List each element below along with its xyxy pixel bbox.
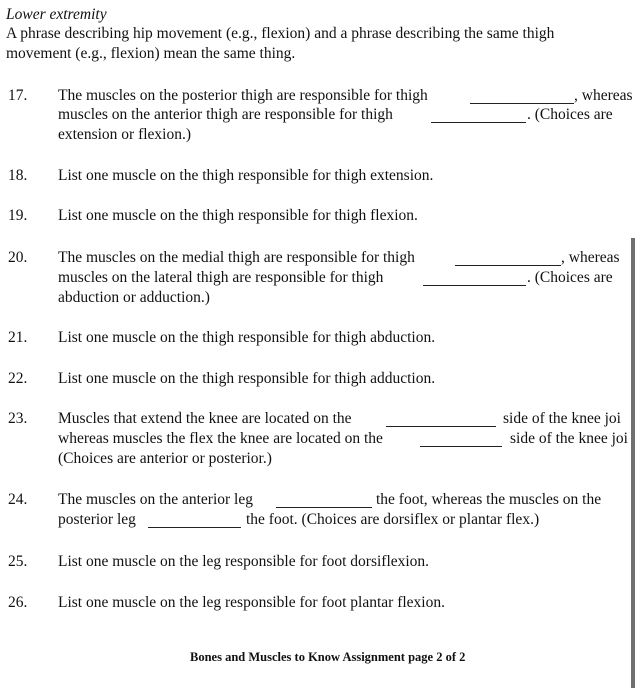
question-21-number: 21. [8,329,28,346]
question-26-text: List one muscle on the leg responsible for foot plantar flexion. [58,594,445,611]
question-20-line-1-end: , whereas [561,249,620,266]
question-24-line-1-end: the foot, whereas the muscles on the [376,491,602,508]
question-18-number: 18. [8,167,28,184]
answer-blank-24b[interactable] [148,527,241,528]
question-21-text: List one muscle on the thigh responsible for thigh abduction. [58,329,436,346]
section-title: Lower extremity [6,6,107,23]
answer-blank-17b[interactable] [431,122,526,123]
question-25-text: List one muscle on the leg responsible for foot dorsiflexion. [58,553,430,570]
scrollbar[interactable] [631,238,635,688]
question-26-number: 26. [8,594,28,611]
answer-blank-24a[interactable] [276,507,372,508]
question-17-line-1-end: , whereas [574,87,633,104]
question-20-line-2-end: . (Choices are [527,269,613,286]
question-23-line-1-end: side of the knee joi [503,410,621,427]
question-19-number: 19. [8,207,28,224]
answer-blank-20a[interactable] [455,265,561,266]
question-20-line-1: The muscles on the medial thigh are responsible for thigh [58,249,415,266]
question-23-line-2-end: side of the knee joi [510,430,628,447]
question-22-text: List one muscle on the thigh responsible for thigh adduction. [58,370,436,387]
question-20-line-2: muscles on the lateral thigh are responsible for thigh [58,269,384,286]
question-20-line-3: abduction or adduction.) [58,289,210,306]
question-24-line-2: posterior leg [58,511,136,528]
answer-blank-23b[interactable] [420,446,502,447]
question-24-line-2-end: the foot. (Choices are dorsiflex or plantar flex.) [246,511,540,528]
intro-text-line-2: movement (e.g., flexion) mean the same thing. [6,45,296,62]
answer-blank-20b[interactable] [423,285,526,286]
question-19-text: List one muscle on the thigh responsible for thigh flexion. [58,207,418,224]
question-17-line-2-end: . (Choices are [527,106,613,123]
question-20-number: 20. [8,249,28,266]
question-24-line-1: The muscles on the anterior leg [58,491,253,508]
answer-blank-23a[interactable] [386,426,496,427]
page-footer: Bones and Muscles to Know Assignment page 2 of 2 [190,650,466,664]
question-17-line-1: The muscles on the posterior thigh are responsible for thigh [58,87,428,104]
question-18-text: List one muscle on the thigh responsible for thigh extension. [58,167,434,184]
answer-blank-17a[interactable] [470,103,574,104]
question-22-number: 22. [8,370,28,387]
question-23-number: 23. [8,410,28,427]
question-23-line-1: Muscles that extend the knee are located on the [58,410,352,427]
question-17-line-3: extension or flexion.) [58,126,192,143]
question-23-line-2: whereas muscles the flex the knee are located on the [58,430,383,447]
question-17-number: 17. [8,87,28,104]
question-24-number: 24. [8,491,28,508]
question-25-number: 25. [8,553,28,570]
intro-text-line-1: A phrase describing hip movement (e.g., flexion) and a phrase describing the same thigh [6,25,555,42]
question-23-line-3: (Choices are anterior or posterior.) [58,450,272,467]
question-17-line-2: muscles on the anterior thigh are responsible for thigh [58,106,393,123]
